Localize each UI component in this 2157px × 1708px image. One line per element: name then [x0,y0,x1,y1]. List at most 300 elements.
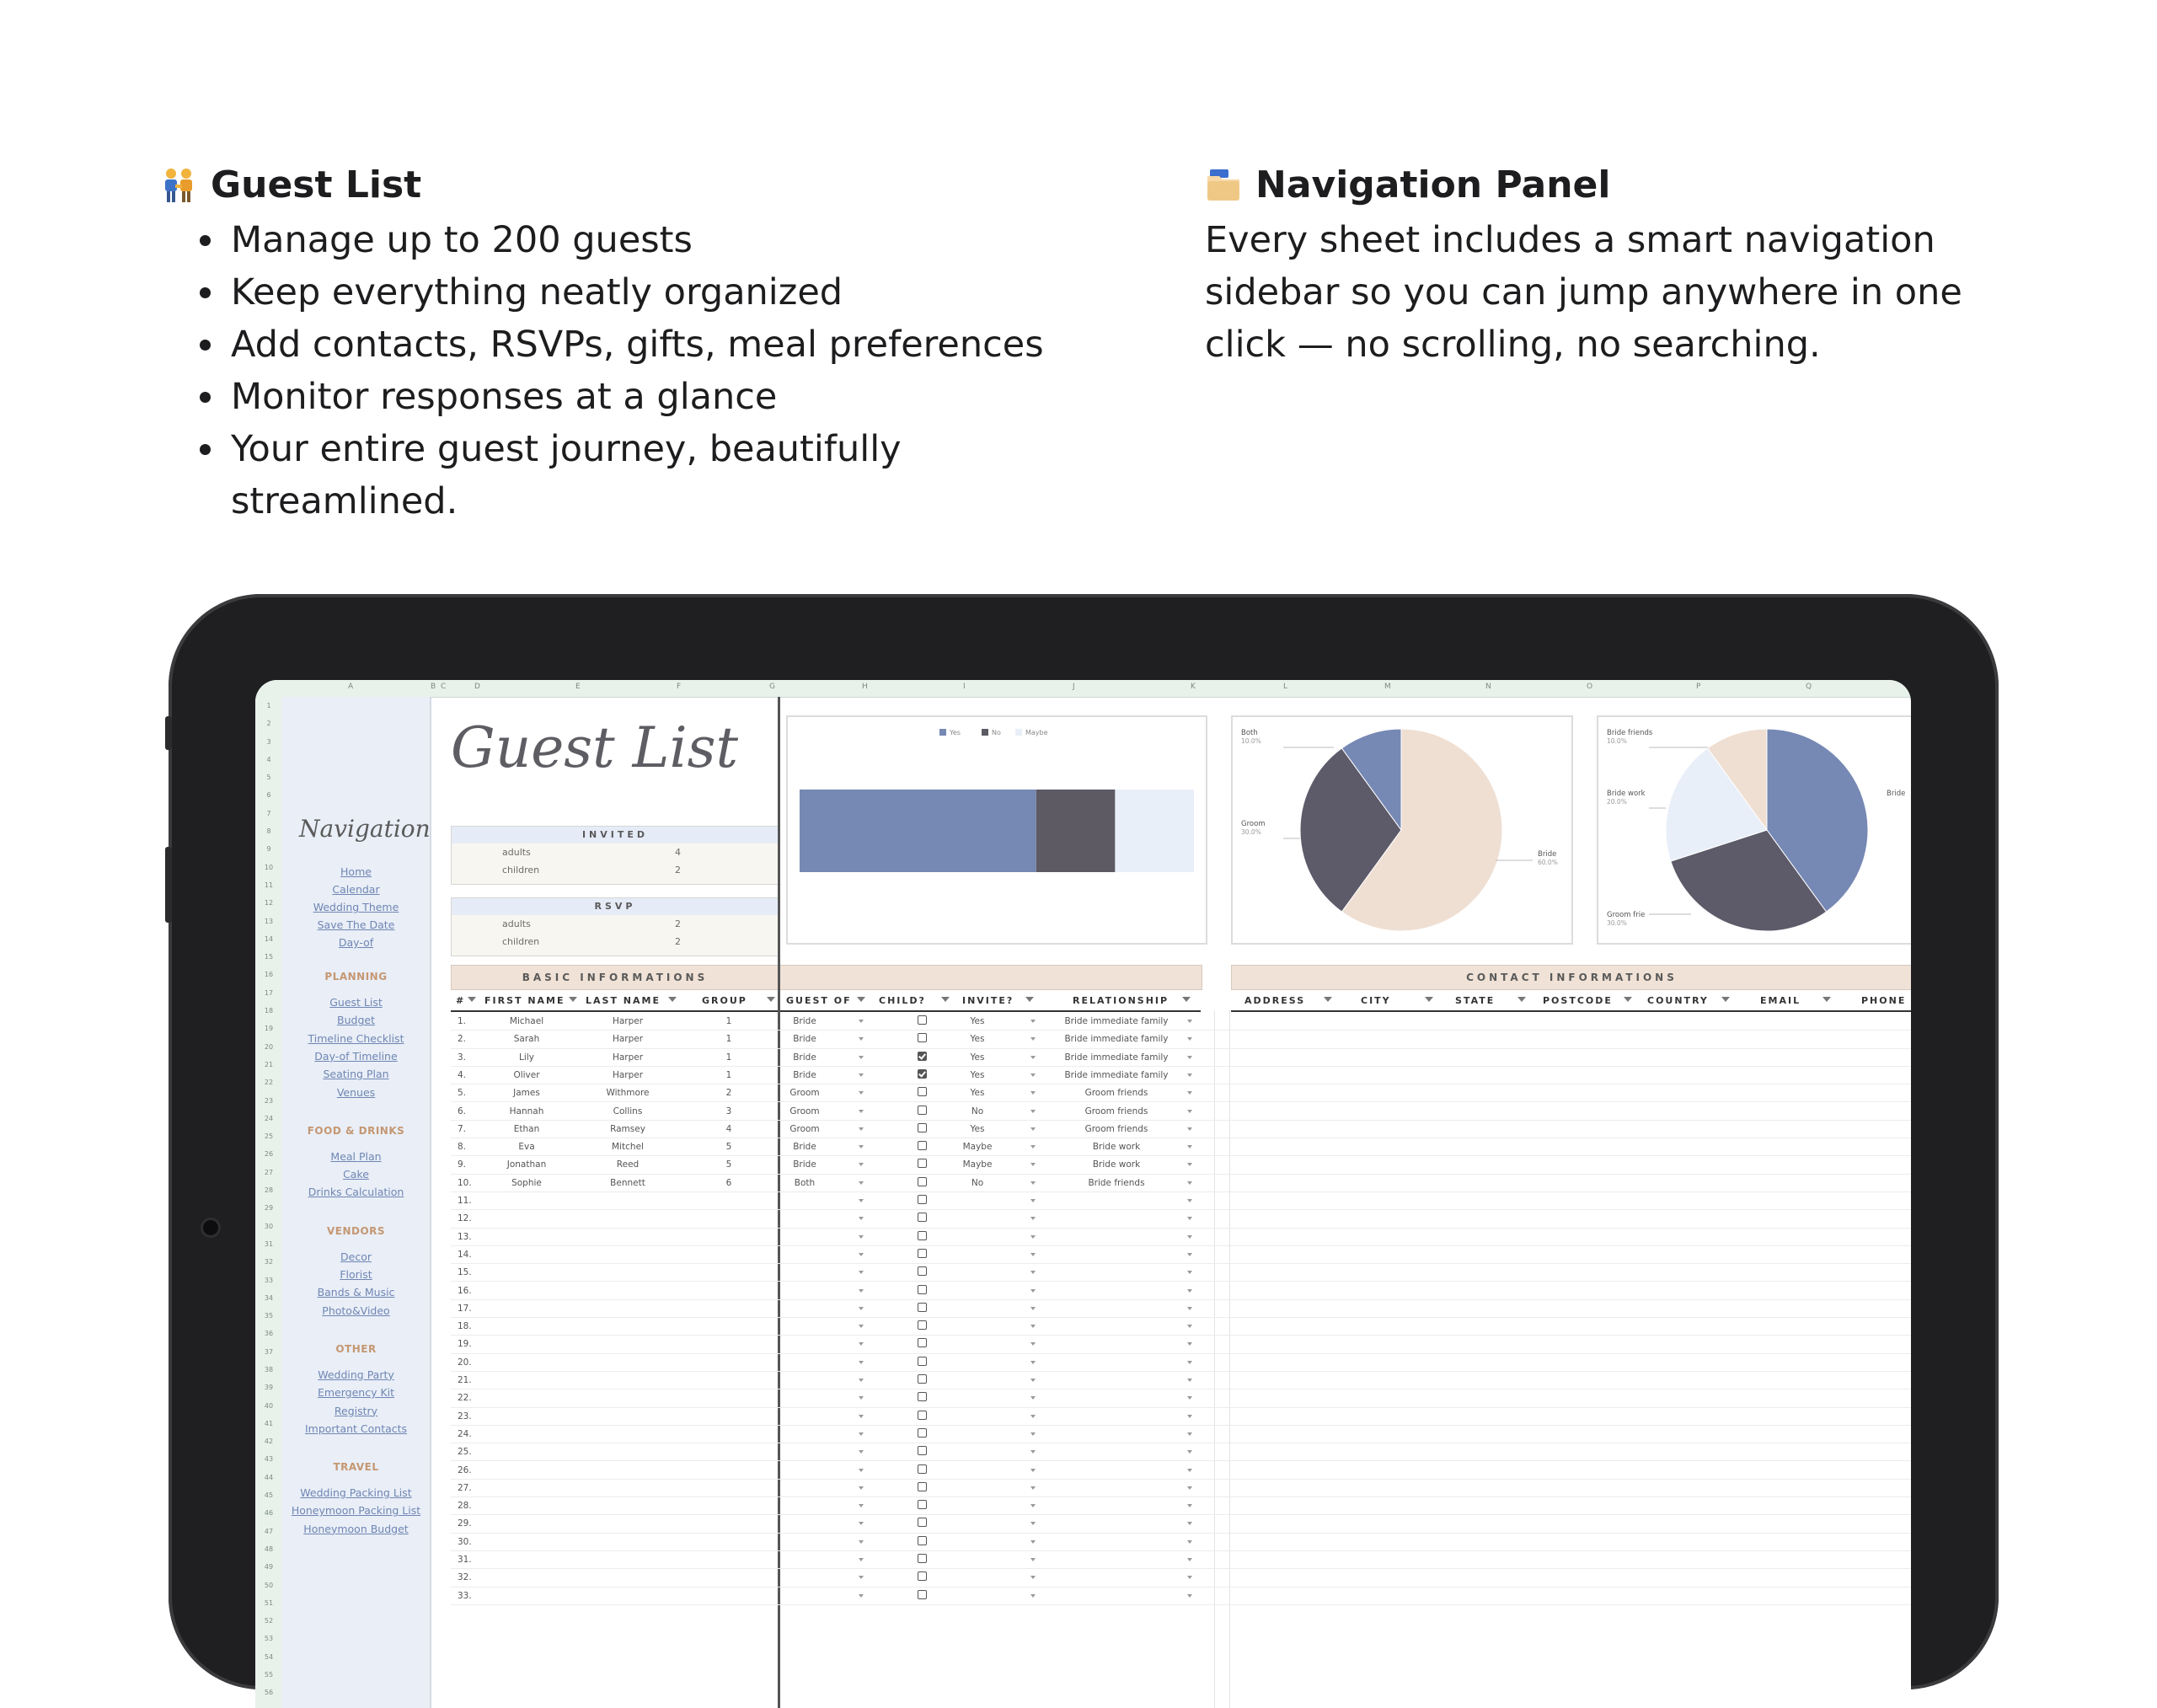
child-checkbox[interactable] [918,1320,927,1330]
child-checkbox[interactable] [918,1015,927,1025]
row-number[interactable]: 55 [264,1671,274,1679]
child-checkbox[interactable] [918,1231,927,1240]
child-checkbox[interactable] [918,1303,927,1312]
cell-first-name[interactable]: Sarah [513,1034,540,1045]
row-index[interactable]: 17. [458,1303,472,1314]
col-header-phone[interactable]: PHONE [1861,995,1907,1006]
child-checkbox[interactable] [918,1392,927,1401]
row-index[interactable]: 9. [458,1159,467,1170]
filter-caret-icon[interactable] [569,997,577,1002]
cell-relationship[interactable]: Bride immediate family [1064,1052,1169,1063]
column-letter[interactable]: N [1485,683,1491,691]
cell-invite[interactable]: Maybe [962,1159,993,1170]
invite-dropdown-icon[interactable] [1030,1074,1036,1077]
row-number[interactable]: 35 [264,1312,274,1320]
row-number[interactable]: 1 [266,702,271,709]
cell-invite[interactable]: Yes [970,1052,985,1063]
cell-guest-of[interactable]: Bride [793,1159,816,1170]
column-letter[interactable]: Q [1806,683,1812,691]
row-number[interactable]: 29 [264,1204,274,1213]
row-number[interactable]: 46 [264,1509,274,1518]
row-number[interactable]: 30 [264,1222,274,1230]
cell-relationship[interactable]: Bride work [1092,1142,1141,1153]
cell-first-name[interactable]: Eva [518,1142,535,1153]
row-number[interactable]: 54 [264,1652,274,1661]
cell-last-name[interactable]: Withmore [606,1088,650,1099]
invite-dropdown-icon[interactable] [1030,1432,1036,1436]
row-index[interactable]: 24. [458,1428,472,1439]
child-checkbox[interactable] [918,1571,927,1581]
row-number[interactable]: 9 [266,845,271,854]
invite-dropdown-icon[interactable] [1030,1163,1036,1166]
guest-of-dropdown-icon[interactable] [859,1199,864,1202]
cell-first-name[interactable]: Sophie [511,1177,542,1188]
row-index[interactable]: 15. [458,1267,472,1278]
filter-caret-icon[interactable] [941,997,950,1002]
cell-invite[interactable]: Yes [970,1123,985,1134]
invite-dropdown-icon[interactable] [1030,1253,1036,1256]
column-letter[interactable]: M [1384,683,1391,691]
row-index[interactable]: 31. [458,1555,472,1565]
row-number[interactable]: 45 [264,1491,274,1500]
row-number[interactable]: 39 [264,1384,274,1392]
cell-group[interactable]: 6 [725,1177,732,1188]
row-index[interactable]: 30. [458,1536,472,1547]
column-letter[interactable]: J [1073,683,1075,691]
row-number[interactable]: 7 [266,809,271,817]
col-header-postcode[interactable]: POSTCODE [1543,995,1613,1006]
relationship-dropdown-icon[interactable] [1187,1325,1192,1328]
row-number[interactable]: 11 [264,881,274,889]
row-index[interactable]: 26. [458,1464,472,1475]
cell-last-name[interactable]: Bennett [610,1177,645,1188]
nav-link[interactable]: Meal Plan [330,1149,382,1163]
row-number[interactable]: 31 [264,1240,274,1248]
row-index[interactable]: 2. [458,1034,467,1045]
guest-of-dropdown-icon[interactable] [859,1253,864,1256]
col-header-number[interactable]: # [456,995,466,1006]
row-index[interactable]: 8. [458,1142,467,1153]
invite-dropdown-icon[interactable] [1030,1145,1036,1148]
row-index[interactable]: 11. [458,1196,472,1206]
guest-of-dropdown-icon[interactable] [859,1056,864,1059]
row-number[interactable]: 34 [264,1293,274,1302]
nav-link[interactable]: Venues [336,1085,376,1099]
cell-guest-of[interactable]: Bride [793,1034,816,1045]
cell-invite[interactable]: No [971,1106,984,1116]
cell-relationship[interactable]: Groom friends [1084,1088,1148,1099]
row-index[interactable]: 10. [458,1177,472,1188]
guest-of-dropdown-icon[interactable] [859,1325,864,1328]
col-header-first-name[interactable]: FIRST NAME [484,995,565,1006]
row-number[interactable]: 17 [264,988,274,997]
relationship-dropdown-icon[interactable] [1187,1110,1192,1113]
invite-dropdown-icon[interactable] [1030,1379,1036,1382]
cell-guest-of[interactable]: Groom [789,1123,820,1134]
col-header-child[interactable]: CHILD? [879,995,926,1006]
child-checkbox[interactable] [918,1428,927,1438]
cell-group[interactable]: 1 [725,1069,732,1080]
row-number[interactable]: 20 [264,1042,274,1051]
relationship-dropdown-icon[interactable] [1187,1361,1192,1364]
cell-relationship[interactable]: Bride work [1092,1159,1141,1170]
nav-link[interactable]: Wedding Theme [313,901,399,913]
guest-of-dropdown-icon[interactable] [859,1469,864,1472]
row-number[interactable]: 21 [264,1060,274,1068]
guest-of-dropdown-icon[interactable] [859,1522,864,1525]
cell-relationship[interactable]: Groom friends [1084,1106,1148,1116]
invite-dropdown-icon[interactable] [1030,1361,1036,1364]
nav-link[interactable]: Registry [334,1404,378,1417]
relationship-dropdown-icon[interactable] [1187,1020,1192,1023]
nav-link[interactable]: Bands & Music [317,1286,395,1299]
row-number[interactable]: 56 [264,1689,274,1697]
cell-first-name[interactable]: Lily [519,1052,534,1063]
filter-caret-icon[interactable] [468,997,476,1002]
row-index[interactable]: 16. [458,1285,472,1296]
child-checkbox[interactable] [918,1087,927,1096]
column-letter[interactable]: O [1587,683,1593,691]
guest-of-dropdown-icon[interactable] [859,1271,864,1274]
filter-caret-icon[interactable] [1182,997,1191,1002]
row-index[interactable]: 33. [458,1590,472,1601]
row-index[interactable]: 5. [458,1088,467,1099]
column-letter[interactable]: A [348,683,354,691]
cell-guest-of[interactable]: Groom [789,1088,820,1099]
cell-relationship[interactable]: Groom friends [1084,1123,1148,1134]
filter-caret-icon[interactable] [767,997,775,1002]
column-letter[interactable]: F [677,683,682,691]
invite-dropdown-icon[interactable] [1030,1127,1036,1131]
relationship-dropdown-icon[interactable] [1187,1056,1192,1059]
row-number[interactable]: 8 [266,827,271,836]
invite-dropdown-icon[interactable] [1030,1558,1036,1561]
nav-link[interactable]: Save The Date [317,918,395,931]
cell-guest-of[interactable]: Bride [793,1016,816,1026]
relationship-dropdown-icon[interactable] [1187,1342,1192,1346]
relationship-dropdown-icon[interactable] [1187,1289,1192,1293]
nav-link[interactable]: Cake [343,1168,369,1181]
row-number[interactable]: 33 [264,1276,274,1284]
column-letter[interactable]: K [1191,683,1196,691]
column-letter[interactable]: E [575,683,581,691]
relationship-dropdown-icon[interactable] [1187,1379,1192,1382]
guest-of-dropdown-icon[interactable] [859,1181,864,1185]
row-number[interactable]: 5 [266,774,271,782]
relationship-dropdown-icon[interactable] [1187,1074,1192,1077]
col-header-city[interactable]: CITY [1361,995,1391,1006]
cell-first-name[interactable]: Hannah [509,1106,544,1116]
row-number[interactable]: 28 [264,1186,274,1195]
invite-dropdown-icon[interactable] [1030,1540,1036,1544]
child-checkbox[interactable] [918,1123,927,1132]
row-index[interactable]: 20. [458,1357,472,1368]
filter-caret-icon[interactable] [668,997,677,1002]
guest-of-dropdown-icon[interactable] [859,1289,864,1293]
guest-of-dropdown-icon[interactable] [859,1540,864,1544]
child-checkbox[interactable] [918,1482,927,1491]
cell-last-name[interactable]: Harper [612,1069,644,1080]
filter-caret-icon[interactable] [1517,997,1526,1002]
guest-of-dropdown-icon[interactable] [859,1163,864,1166]
nav-link[interactable]: Budget [337,1014,375,1027]
cell-invite[interactable]: Maybe [962,1142,993,1153]
guest-of-dropdown-icon[interactable] [859,1432,864,1436]
child-checkbox[interactable] [918,1590,927,1599]
cell-guest-of[interactable]: Groom [789,1106,820,1116]
cell-invite[interactable]: No [971,1177,984,1188]
invite-dropdown-icon[interactable] [1030,1091,1036,1095]
invite-dropdown-icon[interactable] [1030,1181,1036,1185]
relationship-dropdown-icon[interactable] [1187,1235,1192,1239]
filter-caret-icon[interactable] [1425,997,1433,1002]
column-letter[interactable]: L [1283,683,1288,691]
guest-of-dropdown-icon[interactable] [859,1396,864,1400]
nav-link[interactable]: Wedding Party [318,1368,394,1381]
cell-guest-of[interactable]: Bride [793,1142,816,1153]
cell-first-name[interactable]: Oliver [513,1069,540,1080]
row-index[interactable]: 3. [458,1052,467,1063]
child-checkbox[interactable] [918,1500,927,1509]
child-checkbox[interactable] [918,1411,927,1420]
invite-dropdown-icon[interactable] [1030,1576,1036,1579]
nav-link[interactable]: Important Contacts [304,1422,408,1435]
cell-group[interactable]: 2 [725,1088,732,1099]
relationship-dropdown-icon[interactable] [1187,1145,1192,1148]
invite-dropdown-icon[interactable] [1030,1199,1036,1202]
relationship-dropdown-icon[interactable] [1187,1163,1192,1166]
row-number[interactable]: 27 [264,1168,274,1176]
invite-dropdown-icon[interactable] [1030,1037,1036,1041]
invite-dropdown-icon[interactable] [1030,1056,1036,1059]
relationship-dropdown-icon[interactable] [1187,1415,1192,1418]
child-checkbox[interactable] [918,1357,927,1366]
row-index[interactable]: 25. [458,1447,472,1458]
cell-last-name[interactable]: Reed [616,1159,640,1170]
nav-link[interactable]: Emergency Kit [317,1386,395,1400]
relationship-dropdown-icon[interactable] [1187,1181,1192,1185]
nav-link[interactable]: Calendar [332,883,380,896]
col-header-invite[interactable]: INVITE? [962,995,1014,1006]
nav-link[interactable]: Florist [340,1268,372,1281]
relationship-dropdown-icon[interactable] [1187,1253,1192,1256]
row-number[interactable]: 36 [264,1330,274,1338]
nav-link[interactable]: Drinks Calculation [308,1186,404,1199]
row-number[interactable]: 50 [264,1581,274,1589]
child-checkbox[interactable] [918,1338,927,1347]
row-number[interactable]: 18 [264,1007,274,1015]
child-checkbox[interactable] [918,1266,927,1276]
row-index[interactable]: 22. [458,1393,472,1404]
relationship-dropdown-icon[interactable] [1187,1091,1192,1095]
child-checkbox[interactable] [918,1446,927,1455]
cell-group[interactable]: 1 [725,1034,732,1045]
row-index[interactable]: 7. [458,1123,467,1134]
invite-dropdown-icon[interactable] [1030,1469,1036,1472]
guest-of-dropdown-icon[interactable] [859,1594,864,1598]
row-index[interactable]: 12. [458,1213,472,1224]
cell-guest-of[interactable]: Both [794,1177,816,1188]
child-checkbox[interactable] [918,1159,927,1168]
col-header-state[interactable]: STATE [1455,995,1496,1006]
invite-dropdown-icon[interactable] [1030,1342,1036,1346]
cell-group[interactable]: 5 [725,1142,732,1153]
invite-dropdown-icon[interactable] [1030,1020,1036,1023]
cell-last-name[interactable]: Harper [612,1016,644,1026]
guest-of-dropdown-icon[interactable] [859,1576,864,1579]
row-number[interactable]: 42 [264,1438,274,1446]
filter-caret-icon[interactable] [1822,997,1831,1002]
child-checkbox[interactable] [918,1195,927,1204]
row-number[interactable]: 6 [266,791,271,800]
invite-dropdown-icon[interactable] [1030,1217,1036,1220]
child-checkbox[interactable] [918,1518,927,1527]
guest-of-dropdown-icon[interactable] [859,1450,864,1454]
filter-caret-icon[interactable] [1025,997,1034,1002]
nav-link[interactable]: Timeline Checklist [308,1031,404,1045]
column-letter[interactable]: H [862,683,868,691]
row-number[interactable]: 41 [264,1419,274,1427]
row-number[interactable]: 16 [264,971,274,979]
relationship-dropdown-icon[interactable] [1187,1396,1192,1400]
guest-of-dropdown-icon[interactable] [859,1235,864,1239]
row-number[interactable]: 32 [264,1258,274,1266]
row-number[interactable]: 53 [264,1635,274,1643]
row-number[interactable]: 52 [264,1617,274,1625]
nav-link[interactable]: Wedding Packing List [300,1486,412,1500]
guest-of-dropdown-icon[interactable] [859,1037,864,1041]
invite-dropdown-icon[interactable] [1030,1289,1036,1293]
invite-dropdown-icon[interactable] [1030,1271,1036,1274]
guest-of-dropdown-icon[interactable] [859,1127,864,1131]
filter-caret-icon[interactable] [1721,997,1730,1002]
row-index[interactable]: 1. [458,1016,467,1026]
relationship-dropdown-icon[interactable] [1187,1307,1192,1310]
row-index[interactable]: 14. [458,1249,472,1260]
row-number[interactable]: 4 [266,755,271,763]
cell-group[interactable]: 1 [725,1016,732,1026]
cell-relationship[interactable]: Bride immediate family [1064,1016,1169,1026]
row-number[interactable]: 48 [264,1545,274,1553]
child-checkbox[interactable] [918,1464,927,1474]
relationship-dropdown-icon[interactable] [1187,1522,1192,1525]
child-checkbox[interactable] [918,1052,927,1061]
column-letter[interactable]: B [431,683,436,691]
row-index[interactable]: 29. [458,1518,472,1529]
guest-of-dropdown-icon[interactable] [859,1361,864,1364]
row-index[interactable]: 19. [458,1339,472,1350]
row-number[interactable]: 15 [264,953,274,961]
filter-caret-icon[interactable] [857,997,865,1002]
guest-of-dropdown-icon[interactable] [859,1558,864,1561]
row-number[interactable]: 23 [264,1096,274,1105]
guest-of-dropdown-icon[interactable] [859,1342,864,1346]
nav-link[interactable]: Home [340,865,372,878]
col-header-last-name[interactable]: LAST NAME [586,995,661,1006]
col-header-address[interactable]: ADDRESS [1244,995,1306,1006]
cell-group[interactable]: 3 [725,1106,732,1116]
cell-last-name[interactable]: Collins [613,1106,643,1116]
cell-first-name[interactable]: James [513,1088,540,1099]
row-index[interactable]: 13. [458,1231,472,1242]
guest-of-dropdown-icon[interactable] [859,1307,864,1310]
cell-guest-of[interactable]: Bride [793,1069,816,1080]
invite-dropdown-icon[interactable] [1030,1450,1036,1454]
cell-first-name[interactable]: Michael [509,1016,544,1026]
row-index[interactable]: 23. [458,1411,472,1422]
col-header-guest-of[interactable]: GUEST OF [786,995,852,1006]
nav-link[interactable]: Honeymoon Packing List [291,1504,421,1518]
row-number[interactable]: 13 [264,917,274,925]
row-number[interactable]: 38 [264,1365,274,1373]
col-header-relationship[interactable]: RELATIONSHIP [1073,995,1169,1006]
row-number[interactable]: 12 [264,899,274,908]
child-checkbox[interactable] [918,1285,927,1294]
child-checkbox[interactable] [918,1213,927,1222]
column-letter[interactable]: C [441,683,447,691]
invite-dropdown-icon[interactable] [1030,1522,1036,1525]
row-number[interactable]: 24 [264,1114,274,1122]
nav-link[interactable]: Day-of Timeline [314,1049,398,1063]
nav-link[interactable]: Photo&Video [322,1304,390,1317]
cell-group[interactable]: 4 [725,1123,732,1134]
column-letter[interactable]: P [1696,683,1701,691]
nav-link[interactable]: Decor [340,1250,372,1263]
nav-link[interactable]: Seating Plan [323,1068,389,1081]
cell-invite[interactable]: Yes [970,1088,985,1099]
invite-dropdown-icon[interactable] [1030,1486,1036,1490]
invite-dropdown-icon[interactable] [1030,1504,1036,1507]
invite-dropdown-icon[interactable] [1030,1307,1036,1310]
relationship-dropdown-icon[interactable] [1187,1271,1192,1274]
row-number[interactable]: 43 [264,1455,274,1464]
row-index[interactable]: 4. [458,1069,467,1080]
guest-of-dropdown-icon[interactable] [859,1486,864,1490]
guest-of-dropdown-icon[interactable] [859,1379,864,1382]
row-number[interactable]: 25 [264,1132,274,1141]
row-number[interactable]: 22 [264,1079,274,1087]
guest-of-dropdown-icon[interactable] [859,1091,864,1095]
guest-of-dropdown-icon[interactable] [859,1217,864,1220]
cell-invite[interactable]: Yes [970,1034,985,1045]
row-number[interactable]: 51 [264,1598,274,1607]
relationship-dropdown-icon[interactable] [1187,1486,1192,1490]
cell-relationship[interactable]: Bride immediate family [1064,1034,1169,1045]
relationship-dropdown-icon[interactable] [1187,1199,1192,1202]
invite-dropdown-icon[interactable] [1030,1325,1036,1328]
row-index[interactable]: 32. [458,1572,472,1583]
cell-last-name[interactable]: Harper [612,1034,644,1045]
relationship-dropdown-icon[interactable] [1187,1594,1192,1598]
cell-first-name[interactable]: Ethan [513,1123,540,1134]
column-letter[interactable]: I [963,683,966,691]
child-checkbox[interactable] [918,1554,927,1563]
cell-last-name[interactable]: Harper [612,1052,644,1063]
cell-group[interactable]: 5 [725,1159,732,1170]
filter-caret-icon[interactable] [1324,997,1332,1002]
child-checkbox[interactable] [918,1374,927,1384]
row-index[interactable]: 6. [458,1106,467,1116]
col-header-country[interactable]: COUNTRY [1647,995,1709,1006]
invite-dropdown-icon[interactable] [1030,1110,1036,1113]
cell-group[interactable]: 1 [725,1052,732,1063]
relationship-dropdown-icon[interactable] [1187,1450,1192,1454]
invite-dropdown-icon[interactable] [1030,1415,1036,1418]
relationship-dropdown-icon[interactable] [1187,1127,1192,1131]
relationship-dropdown-icon[interactable] [1187,1469,1192,1472]
relationship-dropdown-icon[interactable] [1187,1558,1192,1561]
invite-dropdown-icon[interactable] [1030,1235,1036,1239]
